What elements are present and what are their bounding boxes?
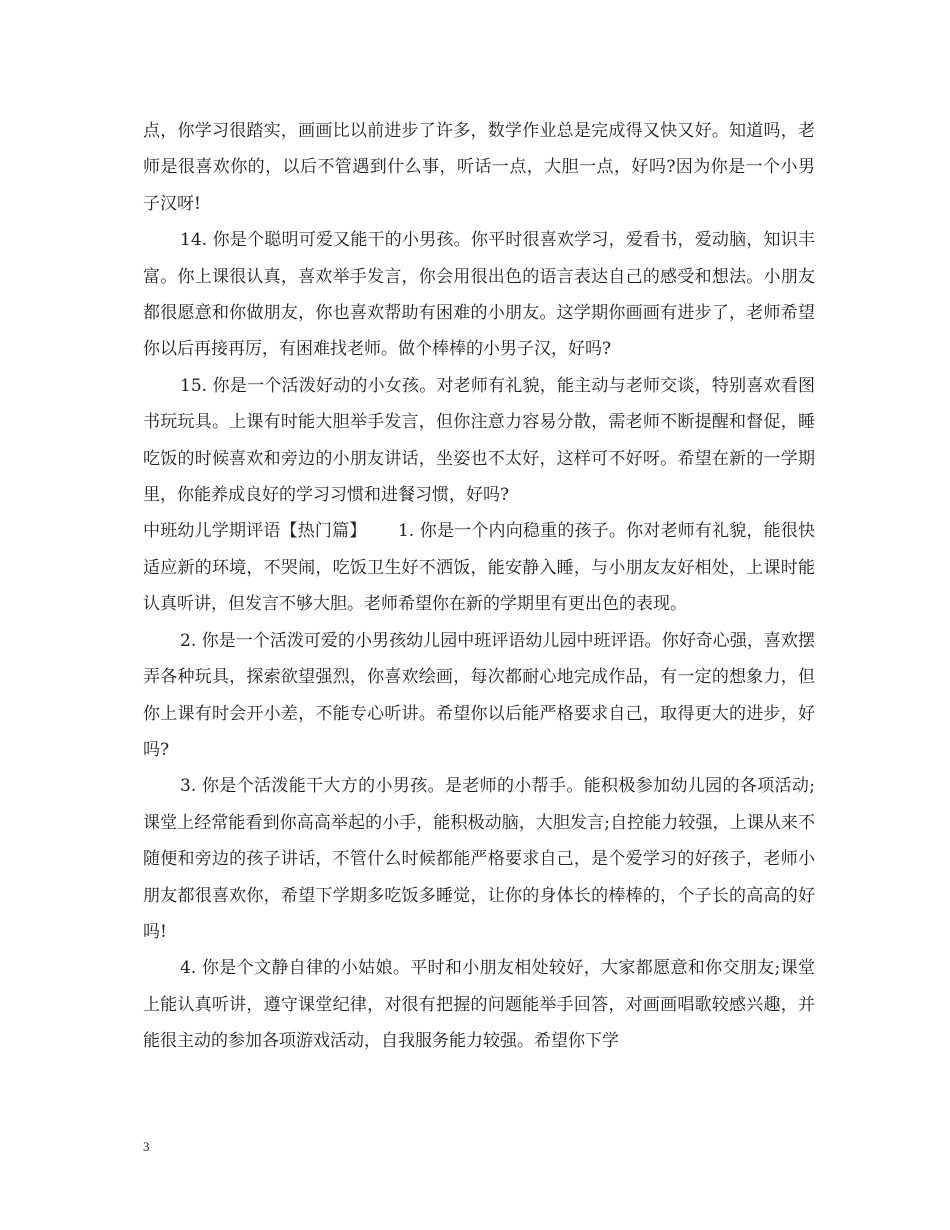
page-number: 3 [143,1139,150,1154]
paragraph-continuation: 点，你学习很踏实，画画比以前进步了许多，数学作业总是完成得又快又好。知道吗，老师是很喜欢你的，以后不管遇到什么事，听话一点，大胆一点，好吗?因为你是一个小男子汉呀! [143,121,815,214]
document-body [143,113,815,1060]
paragraph-section-heading-item-1: 中班幼儿学期评语【热门篇】 1. 你是一个内向稳重的孩子。你对老师有礼貌，能很快适应新的环境，不哭闹，吃饭卫生好不洒饭，能安静入睡，与小朋友友好相处，上课时能认真听讲，但发言不够大胆。老师希望你在新的学期里有更出色的表现。 [143,521,815,615]
paragraph-item-14: 14. 你是个聪明可爱又能干的小男孩。你平时很喜欢学习，爱看书，爱动脑，知识丰富。你上课很认真，喜欢举手发言，你会用很出色的语言表达自己的感受和想法。小朋友都很愿意和你做朋友，你也喜欢帮助有困难的小朋友。这学期你画画有进步了，老师希望你以后再接再厉，有困难找老师。做个棒棒的小男子汉，好吗? [143,230,815,360]
paragraph-item-3: 3. 你是个活泼能干大方的小男孩。是老师的小帮手。能积极参加幼儿园的各项活动;课堂上经常能看到你高高举起的小手，能积极动脑，大胆发言;自控能力较强，上课从来不随便和旁边的孩子讲话，不管什么时候都能严格要求自己，是个爱学习的好孩子，老师小朋友都很喜欢你，希望下学期多吃饭多睡觉，让你的身体长的棒棒的，个子长的高高的好吗! [143,776,815,942]
paragraph-item-4: 4. 你是个文静自律的小姑娘。平时和小朋友相处较好，大家都愿意和你交朋友;课堂上能认真听讲，遵守课堂纪律，对很有把握的问题能举手回答，对画画唱歌较感兴趣，并能很主动的参加各项游戏活动，自我服务能力较强。希望你下学 [143,958,815,1052]
paragraph-item-15: 15. 你是一个活泼好动的小女孩。对老师有礼貌，能主动与老师交谈，特别喜欢看图书玩玩具。上课有时能大胆举手发言，但你注意力容易分散，需老师不断提醒和督促，睡吃饭的时候喜欢和旁边的小朋友讲话，坐姿也不太好，这样可不好呀。希望在新的一学期里，你能养成良好的学习习惯和进餐习惯，好吗? [143,375,815,506]
paragraph-item-2: 2. 你是一个活泼可爱的小男孩幼儿园中班评语幼儿园中班评语。你好奇心强，喜欢摆弄各种玩具，探索欲望强烈，你喜欢绘画，每次都耐心地完成作品，有一定的想象力，但你上课有时会开小差，不能专心听讲。希望你以后能严格要求自己，取得更大的进步，好吗? [143,630,815,760]
